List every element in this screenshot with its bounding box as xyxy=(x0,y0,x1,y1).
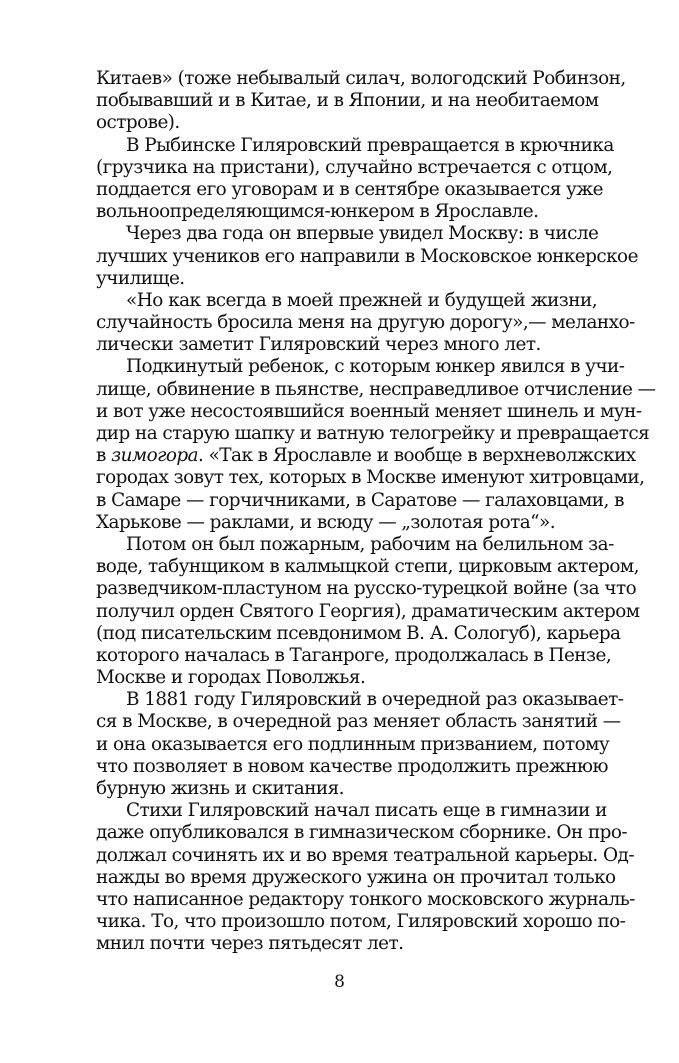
text-line: (под писательским псевдонимом В. А. Сологуб), карьера xyxy=(96,622,621,644)
text-line: получил орден Святого Георгия), драматическим актером xyxy=(96,600,640,622)
text-line: городах зовут тех, которых в Москве именуют хитровцами, xyxy=(96,467,645,489)
text-line: вольноопределяющимся-юнкером в Ярославле. xyxy=(96,201,539,223)
text-line: и вот уже несостоявшийся военный меняет шинель и мун- xyxy=(96,400,642,422)
text-line: Москве и городах Поволжья. xyxy=(96,667,366,689)
text-line: что написанное редактору тонкого московского журналь- xyxy=(96,888,635,910)
text-line: Через два года он впервые увидел Москву: в числе xyxy=(126,223,599,245)
text-line: Подкинутый ребенок, с которым юнкер явился в учи- xyxy=(126,356,625,378)
text-line: даже опубликовался в гимназическом сборнике. Он про- xyxy=(96,822,628,844)
text-line: воде, табунщиком в калмыцкой степи, цирковым актером, xyxy=(96,556,639,578)
text-line: в зимогора. «Так в Ярославле и вообще в верхневолжских xyxy=(96,445,636,467)
text-line: Стихи Гиляровский начал писать еще в гимназии и xyxy=(126,800,607,822)
text-line: что позволяет в новом качестве продолжить прежнюю xyxy=(96,755,608,777)
text-line: нажды во время дружеского ужина он прочитал только xyxy=(96,866,616,888)
text-line: острове). xyxy=(96,112,180,134)
text-line: разведчиком-пластуном на русско-турецкой войне (за что xyxy=(96,578,637,600)
body-text xyxy=(96,68,656,956)
text-line: дир на старую шапку и ватную телогрейку и превращается xyxy=(96,423,650,444)
italic-term: зимогора xyxy=(111,445,199,467)
text-line: В Рыбинске Гиляровский превращается в крючника xyxy=(126,134,614,156)
page-number: 8 xyxy=(334,972,345,992)
text-line: должал сочинять их и во время театральной карьеры. Од- xyxy=(96,844,634,866)
text-line: лище, обвинение в пьянстве, несправедливое отчисление — xyxy=(96,378,656,400)
text-line: лически заметит Гиляровский через много лет. xyxy=(96,334,541,356)
text-line: случайность бросила меня на другую дорогу»,— меланхо- xyxy=(96,312,635,334)
text-line: в Самаре — горчичниками, в Саратове — галаховцами, в xyxy=(96,489,624,511)
text-line: мнил почти через пятьдесят лет. xyxy=(96,933,404,955)
text-line: ся в Москве, в очередной раз меняет область занятий — xyxy=(96,711,621,733)
text-line: лучших учеников его направили в Московское юнкерское xyxy=(96,245,638,267)
text-line: побывавший и в Китае, и в Японии, и на необитаемом xyxy=(96,90,599,112)
text-line: которого началась в Таганроге, продолжалась в Пензе, xyxy=(96,644,612,666)
text-line: Китаев» (тоже небывалый силач, вологодский Робинзон, xyxy=(96,68,626,89)
text-line: чика. То, что произошло потом, Гиляровский хорошо по- xyxy=(96,911,626,933)
text-line: Харькове — раклами, и всюду — „золотая рота“». xyxy=(96,511,556,533)
text-line: В 1881 году Гиляровский в очередной раз оказывает- xyxy=(126,689,624,711)
text-line: «Но как всегда в моей прежней и будущей жизни, xyxy=(126,289,597,311)
text-line: Потом он был пожарным, рабочим на белильном за- xyxy=(126,533,614,555)
text-line: училище. xyxy=(96,267,185,289)
text-line: поддается его уговорам и в сентябре оказывается уже xyxy=(96,178,604,200)
text-line: и она оказывается его подлинным призванием, потому xyxy=(96,733,610,755)
text-line: (грузчика на пристани), случайно встречается с отцом, xyxy=(96,156,613,178)
text-line: бурную жизнь и скитания. xyxy=(96,778,344,799)
